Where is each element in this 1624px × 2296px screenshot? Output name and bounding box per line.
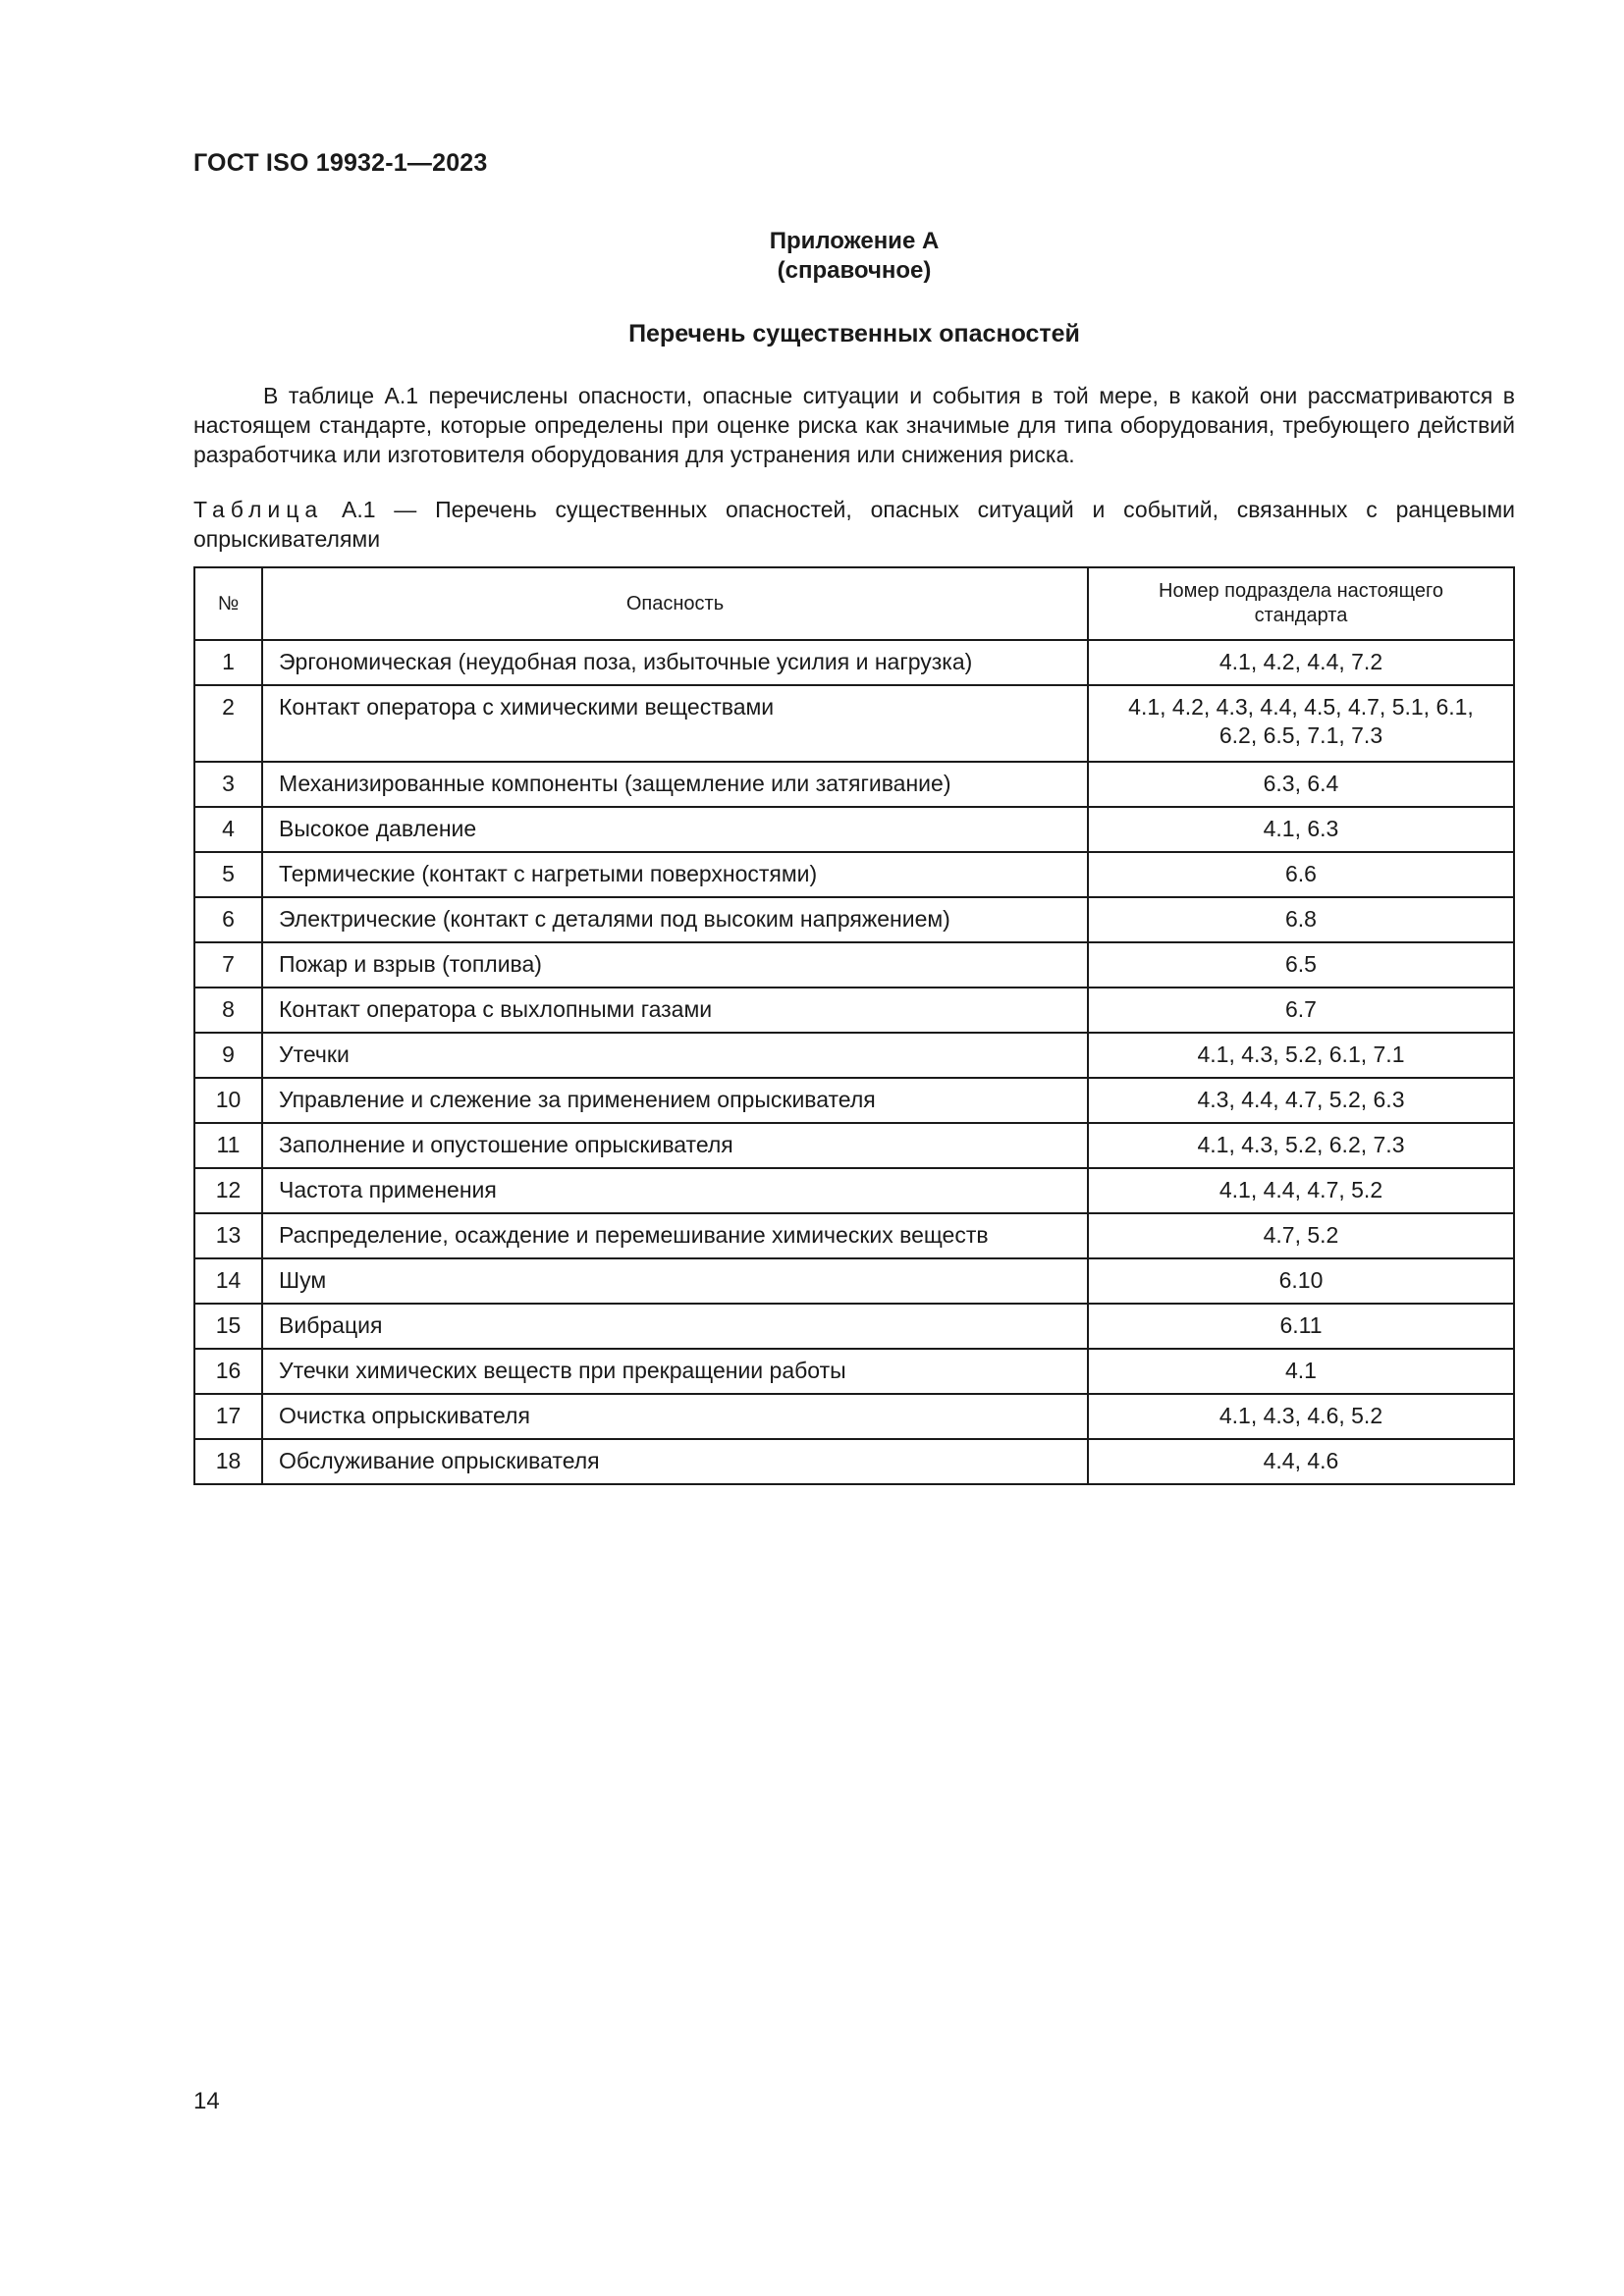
cell-section: 4.4, 4.6 <box>1088 1439 1514 1484</box>
cell-number: 13 <box>194 1213 262 1258</box>
cell-hazard: Управление и слежение за применением опрыскивателя <box>262 1078 1088 1123</box>
cell-hazard: Электрические (контакт с деталями под высоким напряжением) <box>262 897 1088 942</box>
table-caption-label: Таблица <box>193 497 324 522</box>
cell-hazard: Частота применения <box>262 1168 1088 1213</box>
cell-section: 4.1 <box>1088 1349 1514 1394</box>
cell-number: 10 <box>194 1078 262 1123</box>
table-row <box>194 942 1514 988</box>
cell-number: 6 <box>194 897 262 942</box>
table-row <box>194 1304 1514 1349</box>
cell-section: 4.1, 4.3, 5.2, 6.2, 7.3 <box>1088 1123 1514 1168</box>
table-header-row <box>194 567 1514 640</box>
cell-number: 2 <box>194 685 262 762</box>
cell-number: 5 <box>194 852 262 897</box>
header-number: № <box>194 567 262 640</box>
cell-section: 6.10 <box>1088 1258 1514 1304</box>
cell-hazard: Механизированные компоненты (защемление или затягивание) <box>262 762 1088 807</box>
page-number: 14 <box>193 2088 220 2114</box>
cell-section: 6.3, 6.4 <box>1088 762 1514 807</box>
cell-number: 8 <box>194 988 262 1033</box>
cell-number: 17 <box>194 1394 262 1439</box>
cell-hazard: Утечки <box>262 1033 1088 1078</box>
cell-number: 7 <box>194 942 262 988</box>
table-row <box>194 988 1514 1033</box>
section-title: Перечень существенных опасностей <box>628 320 1080 347</box>
table-row <box>194 685 1514 762</box>
cell-number: 9 <box>194 1033 262 1078</box>
cell-hazard: Термические (контакт с нагретыми поверхностями) <box>262 852 1088 897</box>
cell-section: 4.1, 4.2, 4.4, 7.2 <box>1088 640 1514 685</box>
cell-section: 4.1, 6.3 <box>1088 807 1514 852</box>
table-row <box>194 1258 1514 1304</box>
cell-hazard: Распределение, осаждение и перемешивание химических веществ <box>262 1213 1088 1258</box>
cell-section: 4.1, 4.3, 4.6, 5.2 <box>1088 1394 1514 1439</box>
annex-title: Приложение А <box>769 228 940 254</box>
table-row <box>194 762 1514 807</box>
cell-hazard: Очистка опрыскивателя <box>262 1394 1088 1439</box>
cell-hazard: Шум <box>262 1258 1088 1304</box>
cell-hazard: Обслуживание опрыскивателя <box>262 1439 1088 1484</box>
table-caption-text: А.1 — Перечень существенных опасностей, опасных ситуаций и событий, связанных с ранцевыми опрыскивателями <box>193 497 1515 552</box>
cell-section: 4.7, 5.2 <box>1088 1213 1514 1258</box>
table-row <box>194 807 1514 852</box>
cell-hazard: Высокое давление <box>262 807 1088 852</box>
table-row <box>194 1394 1514 1439</box>
header-section-text: Номер подраздела настоящего стандарта <box>1159 580 1443 626</box>
cell-number: 4 <box>194 807 262 852</box>
document-header: ГОСТ ISO 19932-1—2023 <box>193 149 488 177</box>
table-row <box>194 1123 1514 1168</box>
cell-hazard: Заполнение и опустошение опрыскивателя <box>262 1123 1088 1168</box>
cell-number: 12 <box>194 1168 262 1213</box>
header-section <box>1088 567 1514 640</box>
cell-number: 15 <box>194 1304 262 1349</box>
table-row <box>194 1349 1514 1394</box>
table-row <box>194 1168 1514 1213</box>
cell-section: 6.11 <box>1088 1304 1514 1349</box>
cell-number: 14 <box>194 1258 262 1304</box>
cell-hazard: Вибрация <box>262 1304 1088 1349</box>
header-hazard: Опасность <box>262 567 1088 640</box>
cell-hazard: Контакт оператора с выхлопными газами <box>262 988 1088 1033</box>
table-row <box>194 1078 1514 1123</box>
table-row <box>194 852 1514 897</box>
cell-section: 4.1, 4.3, 5.2, 6.1, 7.1 <box>1088 1033 1514 1078</box>
cell-number: 16 <box>194 1349 262 1394</box>
table-row <box>194 1439 1514 1484</box>
cell-hazard: Утечки химических веществ при прекращении работы <box>262 1349 1088 1394</box>
cell-number: 18 <box>194 1439 262 1484</box>
table-row <box>194 1033 1514 1078</box>
annex-type: (справочное) <box>777 257 932 284</box>
cell-number: 11 <box>194 1123 262 1168</box>
cell-section: 4.1, 4.2, 4.3, 4.4, 4.5, 4.7, 5.1, 6.1, 6.2, 6.5, 7.1, 7.3 <box>1088 685 1514 762</box>
table-caption <box>193 495 1515 554</box>
cell-section: 6.6 <box>1088 852 1514 897</box>
cell-section: 6.7 <box>1088 988 1514 1033</box>
cell-number: 3 <box>194 762 262 807</box>
cell-section: 6.8 <box>1088 897 1514 942</box>
cell-hazard: Контакт оператора с химическими веществами <box>262 685 1088 762</box>
cell-number: 1 <box>194 640 262 685</box>
intro-paragraph: В таблице А.1 перечислены опасности, опасные ситуации и события в той мере, в какой они рассматриваются в настоящем стандарте, которые определены при оценке риска как значимые для типа оборудования, требующего действий разработчика или изготовителя оборудования для устранения или снижения риска. <box>193 383 1515 467</box>
table-row <box>194 640 1514 685</box>
cell-hazard: Эргономическая (неудобная поза, избыточные усилия и нагрузка) <box>262 640 1088 685</box>
table-body <box>194 640 1514 1484</box>
table-row <box>194 897 1514 942</box>
table-row <box>194 1213 1514 1258</box>
cell-hazard: Пожар и взрыв (топлива) <box>262 942 1088 988</box>
cell-section: 4.3, 4.4, 4.7, 5.2, 6.3 <box>1088 1078 1514 1123</box>
cell-section: 4.1, 4.4, 4.7, 5.2 <box>1088 1168 1514 1213</box>
cell-section: 6.5 <box>1088 942 1514 988</box>
hazards-table <box>193 566 1515 1485</box>
